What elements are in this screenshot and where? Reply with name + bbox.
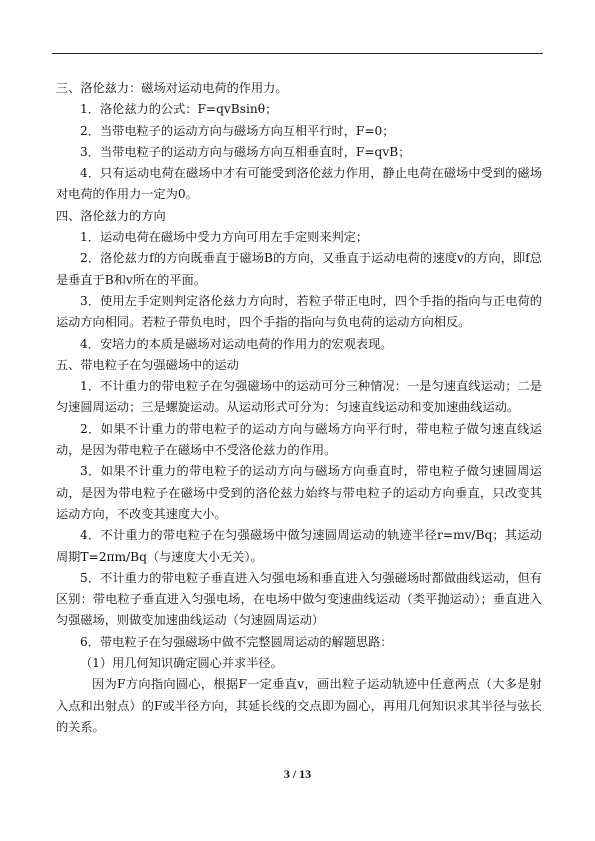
paragraph-formula: 1．洛伦兹力的公式：F=qvBsinθ；: [80, 102, 278, 117]
paragraph-parallel-motion: 2．如果不计重力的带电粒子的运动方向与磁场方向平行时，带电粒子做匀速直线运动，是因为带电粒子在磁场中不受洛伦兹力的作用。: [56, 421, 542, 458]
document-body: [56, 78, 542, 738]
paragraph-left-hand-rule: 1．运动电荷在磁场中受力方向可用左手定则来判定；: [80, 230, 369, 245]
paragraph-find-center: 因为F方向指向圆心，根据F一定垂直v，画出粒子运动轨迹中任意两点（大多是射入点和出射点）的F或半径方向，其延长线的交点即为圆心，再用几何知识求其半径与弦长的关系。: [56, 677, 542, 734]
paragraph-moving-charge: 4．只有运动电荷在磁场中才有可能受到洛伦兹力作用，静止电荷在磁场中受到的磁场对电荷的作用力一定为0。: [56, 166, 542, 202]
paragraph-using-rule: 3．使用左手定则判定洛伦兹力方向时，若粒子带正电时，四个手指的指向与正电荷的运动方向相同。若粒子带负电时，四个手指的指向与负电荷的运动方向相反。: [56, 293, 542, 330]
page-number: 3 / 13: [283, 767, 312, 781]
paragraph-circular-motion: 3．如果不计重力的带电粒子的运动方向与磁场方向垂直时，带电粒子做匀速圆周运动，是因为带电粒子在磁场中受到的洛伦兹力始终与带电粒子的运动方向垂直，只改变其运动方向，不改变其速度大小。: [56, 464, 542, 521]
header-rule: [52, 53, 543, 54]
section-heading-motion: 五、带电粒子在匀强磁场中的运动: [56, 357, 239, 372]
paragraph-field-comparison: 5．不计重力的带电粒子垂直进入匀强电场和垂直进入匀强磁场时都做曲线运动，但有区别：带电粒子垂直进入匀强电场，在电场中做匀变速曲线运动（类平抛运动）；垂直进入匀强磁场，则做变加速曲线运动（匀速圆周运动）: [56, 570, 542, 628]
paragraph-ampere-force: 4．安培力的本质是磁场对运动电荷的作用力的宏观表现。: [80, 336, 393, 351]
paragraph-motion-types: 1．不计重力的带电粒子在匀强磁场中的运动可分三种情况：一是匀速直线运动；二是匀速圆周运动；三是螺旋运动。从运动形式可分为：匀速直线运动和变加速曲线运动。: [56, 379, 542, 415]
section-heading-direction: 四、洛伦兹力的方向: [56, 208, 166, 223]
section-heading-lorentz-force: 三、洛伦兹力：磁场对运动电荷的作用力。: [56, 81, 288, 95]
paragraph-solving-approach: 6．带电粒子在匀强磁场中做不完整圆周运动的解题思路：: [80, 634, 393, 649]
paragraph-radius-period: 4．不计重力的带电粒子在匀强磁场中做匀速圆周运动的轨迹半径r=mv/Bq；其运动周期T=2πm/Bq（与速度大小无关）。: [56, 528, 542, 564]
paragraph-step-one: （1）用几何知识确定圆心并求半径。: [80, 656, 283, 671]
paragraph-parallel: 2．当带电粒子的运动方向与磁场方向互相平行时，F=0；: [80, 123, 395, 138]
paragraph-force-direction: 2．洛伦兹力f的方向既垂直于磁场B的方向，又垂直于运动电荷的速度v的方向，即f总是垂直于B和v所在的平面。: [56, 251, 542, 287]
paragraph-perpendicular: 3．当带电粒子的运动方向与磁场方向互相垂直时，F=qvB；: [80, 144, 411, 159]
